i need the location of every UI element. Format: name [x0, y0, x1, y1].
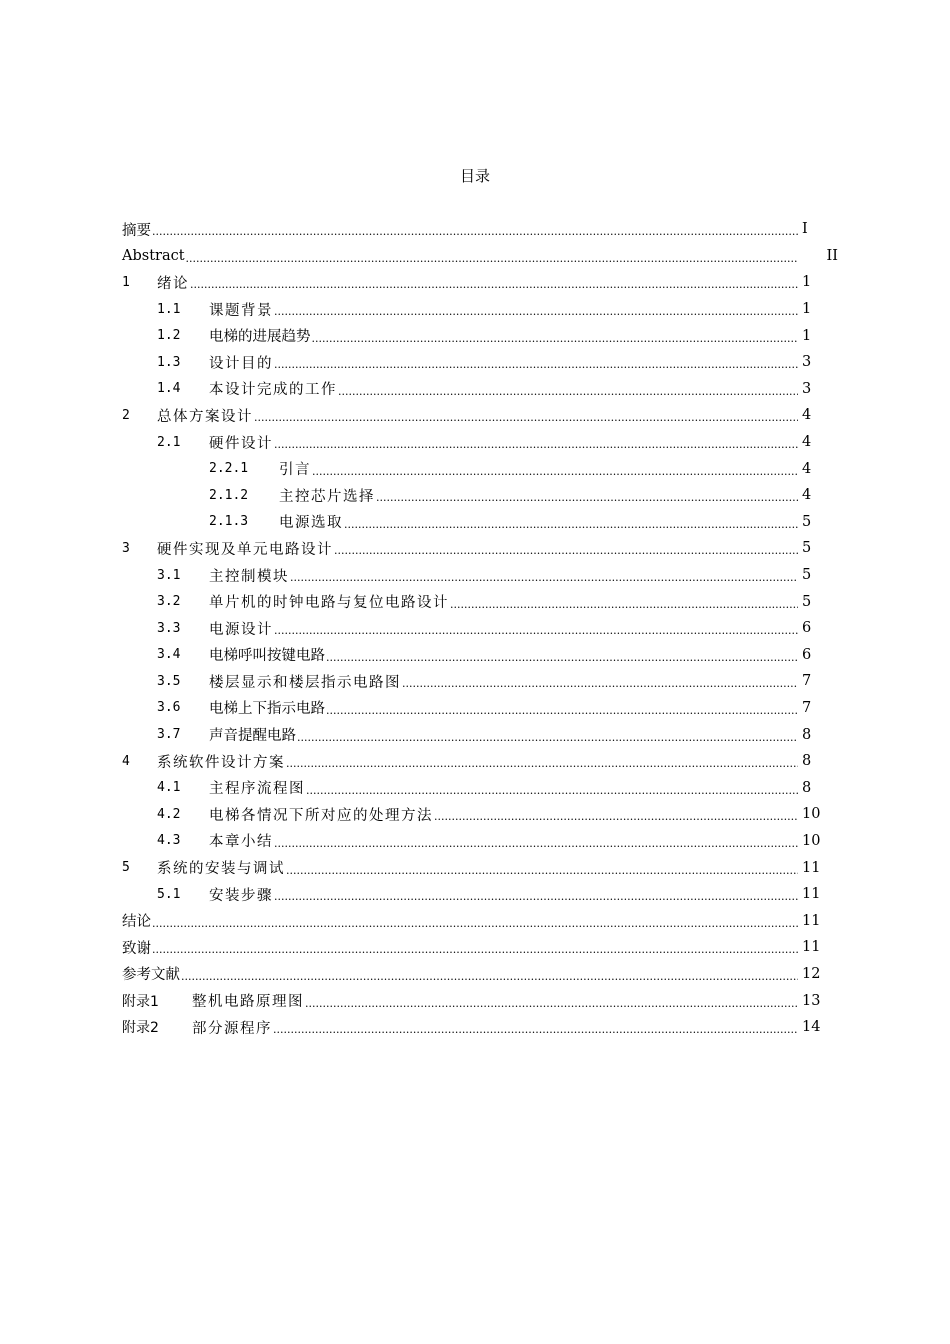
toc-entry-number: 3: [122, 540, 130, 556]
toc-entry-number: 2.1: [157, 434, 181, 450]
toc-entry-page: 11: [802, 939, 821, 956]
toc-entry[interactable]: [122, 801, 838, 828]
toc-entry-label: 电梯呼叫按键电路: [209, 648, 325, 665]
toc-entry-page: 4: [802, 407, 812, 424]
toc-entry-label: 本设计完成的工作: [209, 382, 337, 399]
toc-entry-label: 楼层显示和楼层指示电路图: [209, 674, 401, 691]
toc-entry-label: 本章小结: [209, 834, 273, 851]
toc-entry-page: 5: [802, 593, 812, 610]
toc-entry-page: 5: [802, 567, 812, 584]
toc-entry-label: 主程序流程图: [209, 781, 305, 798]
toc-entry[interactable]: [122, 668, 838, 695]
dot-leader: [152, 223, 798, 239]
dot-leader: [274, 356, 798, 372]
dot-leader: [190, 276, 798, 292]
toc-entry-page: 11: [802, 912, 821, 929]
toc-entry-label: 系统软件设计方案: [157, 754, 285, 771]
toc-entry-label: 部分源程序: [192, 1020, 272, 1037]
toc-title: 目录: [459, 167, 490, 185]
toc-entry-label: 声音提醒电路: [209, 728, 296, 745]
toc-entry-page: 4: [802, 487, 812, 504]
toc-entry-number: 4.3: [157, 833, 181, 849]
toc-entry[interactable]: [122, 615, 838, 642]
dot-leader: [312, 463, 798, 479]
dot-leader: [344, 516, 798, 532]
toc-entry-label: 参考文献: [122, 967, 180, 984]
dot-leader: [274, 835, 798, 851]
toc-entry[interactable]: [122, 509, 838, 536]
toc-entry-number: 3.4: [157, 647, 181, 663]
toc-entry-page: II: [826, 247, 838, 264]
toc-entry[interactable]: [122, 1014, 838, 1041]
toc-entry-number: 1.1: [157, 301, 181, 317]
toc-entry-page: 14: [802, 1019, 821, 1036]
toc-entry[interactable]: [122, 482, 838, 509]
toc-entry-page: 11: [802, 886, 821, 903]
toc-entry[interactable]: [122, 562, 838, 589]
dot-leader: [152, 941, 798, 957]
toc-entry-number: 3.2: [157, 594, 181, 610]
toc-entry-page: 8: [802, 726, 812, 743]
toc-entry-number: 4.1: [157, 780, 181, 796]
toc-entry[interactable]: [122, 907, 838, 934]
toc-entry[interactable]: [122, 402, 838, 429]
toc-entry-page: I: [802, 221, 808, 238]
dot-leader: [274, 303, 798, 319]
toc-entry[interactable]: [122, 721, 838, 748]
toc-entry-number: 附录1: [122, 993, 159, 1010]
toc-entry[interactable]: [122, 269, 838, 296]
dot-leader: [273, 1021, 798, 1037]
toc-entry-page: 4: [802, 434, 812, 451]
toc-entry-label: 总体方案设计: [157, 408, 253, 425]
toc-entry[interactable]: [122, 376, 838, 403]
toc-entry-number: 2.2.1: [209, 461, 249, 477]
dot-leader: [306, 782, 798, 798]
toc-entry-number: 3.6: [157, 700, 181, 716]
dot-leader: [326, 702, 798, 718]
toc-entry-page: 6: [802, 620, 812, 637]
dot-leader: [326, 649, 798, 665]
dot-leader: [274, 888, 798, 904]
dot-leader: [305, 995, 798, 1011]
toc-entry-label: 设计目的: [209, 355, 273, 372]
toc-entry[interactable]: [122, 455, 838, 482]
toc-entry-label: 电梯各情况下所对应的处理方法: [209, 807, 433, 824]
toc-entry-page: 10: [802, 806, 821, 823]
toc-entry[interactable]: [122, 296, 838, 323]
toc-entry[interactable]: [122, 642, 838, 669]
toc-entry[interactable]: [122, 828, 838, 855]
toc-entry[interactable]: [122, 535, 838, 562]
dot-leader: [286, 862, 798, 878]
toc-entry[interactable]: [122, 774, 838, 801]
toc-entry-page: 13: [802, 992, 821, 1009]
toc-entry[interactable]: [122, 934, 838, 961]
toc-entry-number: 1.4: [157, 381, 181, 397]
dot-leader: [450, 596, 798, 612]
toc-entry-number: 5.1: [157, 886, 181, 902]
toc-entry-label: 电梯的进展趋势: [209, 329, 311, 346]
table-of-contents: [122, 216, 838, 1040]
dot-leader: [152, 915, 798, 931]
toc-entry-label: 电梯上下指示电路: [209, 701, 325, 718]
toc-entry-page: 1: [802, 301, 812, 318]
dot-leader: [338, 383, 798, 399]
dot-leader: [254, 409, 798, 425]
toc-entry-page: 1: [802, 274, 812, 291]
dot-leader: [290, 569, 798, 585]
toc-entry-label: 电源设计: [209, 621, 273, 638]
dot-leader: [274, 622, 798, 638]
toc-entry-label: 安装步骤: [209, 887, 273, 904]
toc-entry-label: 硬件设计: [209, 435, 273, 452]
toc-entry[interactable]: [122, 987, 838, 1014]
dot-leader: [286, 755, 798, 771]
toc-entry-number: 4: [122, 753, 130, 769]
toc-entry-label: 主控芯片选择: [279, 488, 375, 505]
toc-entry-number: 2: [122, 407, 130, 423]
toc-entry[interactable]: [122, 429, 838, 456]
toc-entry[interactable]: [122, 322, 838, 349]
toc-entry-label: Abstract: [122, 247, 185, 264]
toc-entry-page: 8: [802, 753, 812, 770]
toc-entry-number: 1.2: [157, 328, 181, 344]
toc-entry-number: 附录2: [122, 1020, 159, 1037]
dot-leader: [434, 808, 798, 824]
toc-entry-label: 绪论: [157, 275, 189, 292]
toc-entry-label: 整机电路原理图: [192, 994, 304, 1011]
toc-entry-number: 1: [122, 274, 130, 290]
toc-entry-label: 电源选取: [279, 515, 343, 532]
toc-entry-number: 5: [122, 860, 130, 876]
dot-leader: [376, 489, 798, 505]
dot-leader: [334, 542, 798, 558]
toc-entry-page: 7: [802, 673, 812, 690]
toc-entry-label: 致谢: [122, 940, 151, 957]
toc-entry-label: 引言: [279, 462, 311, 479]
toc-entry-number: 3.7: [157, 727, 181, 743]
toc-entry-page: 5: [802, 540, 812, 557]
toc-entry-number: 2.1.2: [209, 487, 249, 503]
toc-entry[interactable]: [122, 881, 838, 908]
toc-entry-page: 6: [802, 646, 812, 663]
toc-entry-label: 主控制模块: [209, 568, 289, 585]
toc-entry[interactable]: [122, 588, 838, 615]
toc-entry-label: 系统的安装与调试: [157, 861, 285, 878]
dot-leader: [312, 330, 799, 346]
toc-entry-label: 硬件实现及单元电路设计: [157, 541, 333, 558]
toc-entry-page: 3: [802, 354, 812, 371]
toc-entry-page: 1: [802, 327, 812, 344]
toc-entry[interactable]: [122, 748, 838, 775]
toc-entry[interactable]: [122, 961, 838, 988]
toc-entry-page: 7: [802, 699, 812, 716]
toc-entry-page: 10: [802, 832, 821, 849]
toc-entry-number: 2.1.3: [209, 514, 249, 530]
toc-entry-number: 1.3: [157, 354, 181, 370]
dot-leader: [186, 250, 798, 266]
toc-entry-page: 5: [802, 513, 812, 530]
toc-entry-page: 12: [802, 965, 821, 982]
toc-entry-number: 3.1: [157, 567, 181, 583]
toc-entry[interactable]: [122, 695, 838, 722]
toc-entry-number: 3.3: [157, 620, 181, 636]
toc-entry-label: 单片机的时钟电路与复位电路设计: [209, 595, 449, 612]
dot-leader: [274, 436, 798, 452]
dot-leader: [402, 675, 798, 691]
toc-entry-label: 结论: [122, 914, 151, 931]
toc-entry[interactable]: [122, 243, 838, 270]
dot-leader: [297, 729, 798, 745]
toc-entry-label: 摘要: [122, 222, 151, 239]
toc-entry-page: 4: [802, 460, 812, 477]
toc-entry[interactable]: [122, 216, 838, 243]
toc-entry-page: 11: [802, 859, 821, 876]
toc-entry-number: 4.2: [157, 806, 181, 822]
toc-entry[interactable]: [122, 854, 838, 881]
toc-entry-page: 3: [802, 380, 812, 397]
toc-entry-number: 3.5: [157, 673, 181, 689]
toc-entry-page: 8: [802, 779, 812, 796]
dot-leader: [181, 968, 798, 984]
toc-entry-label: 课题背景: [209, 302, 273, 319]
toc-entry[interactable]: [122, 349, 838, 376]
